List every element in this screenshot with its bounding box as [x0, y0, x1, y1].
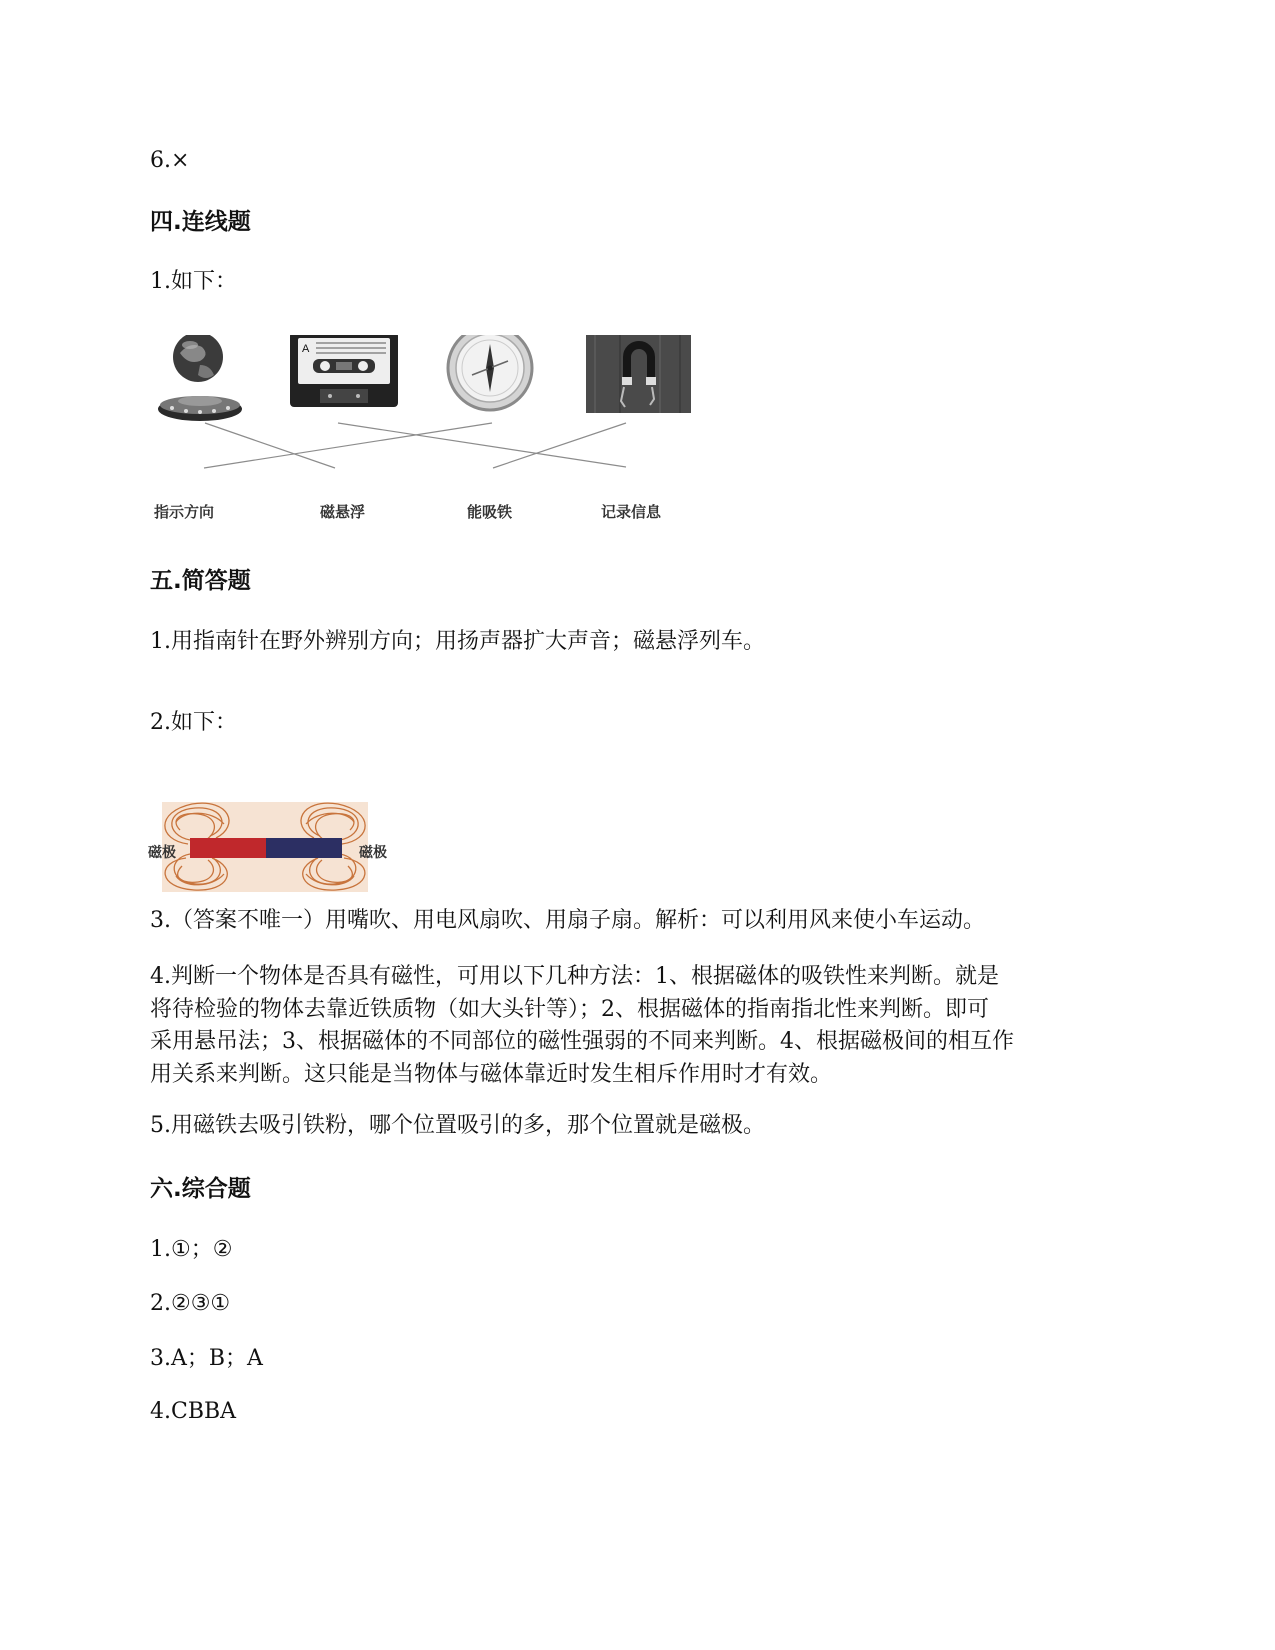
section-heading-matching: 四.连线题: [150, 209, 251, 235]
compass-icon: [448, 335, 532, 410]
section-heading-comprehensive: 六.综合题: [150, 1176, 251, 1202]
short-answer-2: 2.如下：: [150, 710, 237, 735]
pole-label-right: 磁极: [359, 845, 387, 861]
match-label-record-info: 记录信息: [601, 503, 662, 521]
short-answer-4: [150, 961, 1150, 1091]
short-answer-1: 1.用指南针在野外辨别方向；用扬声器扩大声音；磁悬浮列车。: [150, 629, 765, 654]
bar-magnet-figure: [150, 800, 390, 895]
comprehensive-answer-4: 4.CBBA: [150, 1399, 237, 1424]
comprehensive-answer-3: 3.A；B；A: [150, 1346, 263, 1371]
levitating-globe-icon: [158, 335, 242, 421]
matching-answer-1: 1.如下：: [150, 269, 237, 294]
match-label-maglev: 磁悬浮: [320, 503, 366, 521]
comprehensive-answer-2: 2.②③①: [150, 1291, 231, 1316]
cassette-letter: A: [302, 343, 310, 355]
short-answer-5: 5.用磁铁去吸引铁粉，哪个位置吸引的多，那个位置就是磁极。: [150, 1113, 765, 1138]
comprehensive-answer-1: 1.①；②: [150, 1237, 233, 1262]
short-answer-4-line: 将待检验的物体去靠近铁质物（如大头针等）；2、根据磁体的指南指北性来判断。即可: [150, 996, 989, 1022]
short-answer-4-line: 4.判断一个物体是否具有磁性，可用以下几种方法：1、根据磁体的吸铁性来判断。就是: [150, 964, 999, 989]
short-answer-4-line: 用关系来判断。这只能是当物体与磁体靠近时发生相斥作用时才有效。: [150, 1061, 833, 1087]
match-label-direction: 指示方向: [154, 503, 215, 521]
short-answer-3: 3.（答案不唯一）用嘴吹、用电风扇吹、用扇子扇。解析：可以利用风来使小车运动。: [150, 908, 985, 933]
cassette-tape-icon: [290, 335, 398, 407]
matching-lines: [204, 423, 626, 468]
magnet-south-half: [266, 838, 342, 858]
short-answer-4-line: 采用悬吊法；3、根据磁体的不同部位的磁性强弱的不同来判断。4、根据磁极间的相互作: [150, 1029, 1014, 1054]
match-label-attract-iron: 能吸铁: [467, 503, 513, 521]
line-6: 6.×: [150, 148, 190, 173]
section-heading-short-answer: 五.简答题: [150, 568, 251, 594]
magnet-north-half: [190, 838, 266, 858]
horseshoe-magnet-icon: [586, 335, 691, 413]
pole-label-left: 磁极: [148, 845, 176, 861]
